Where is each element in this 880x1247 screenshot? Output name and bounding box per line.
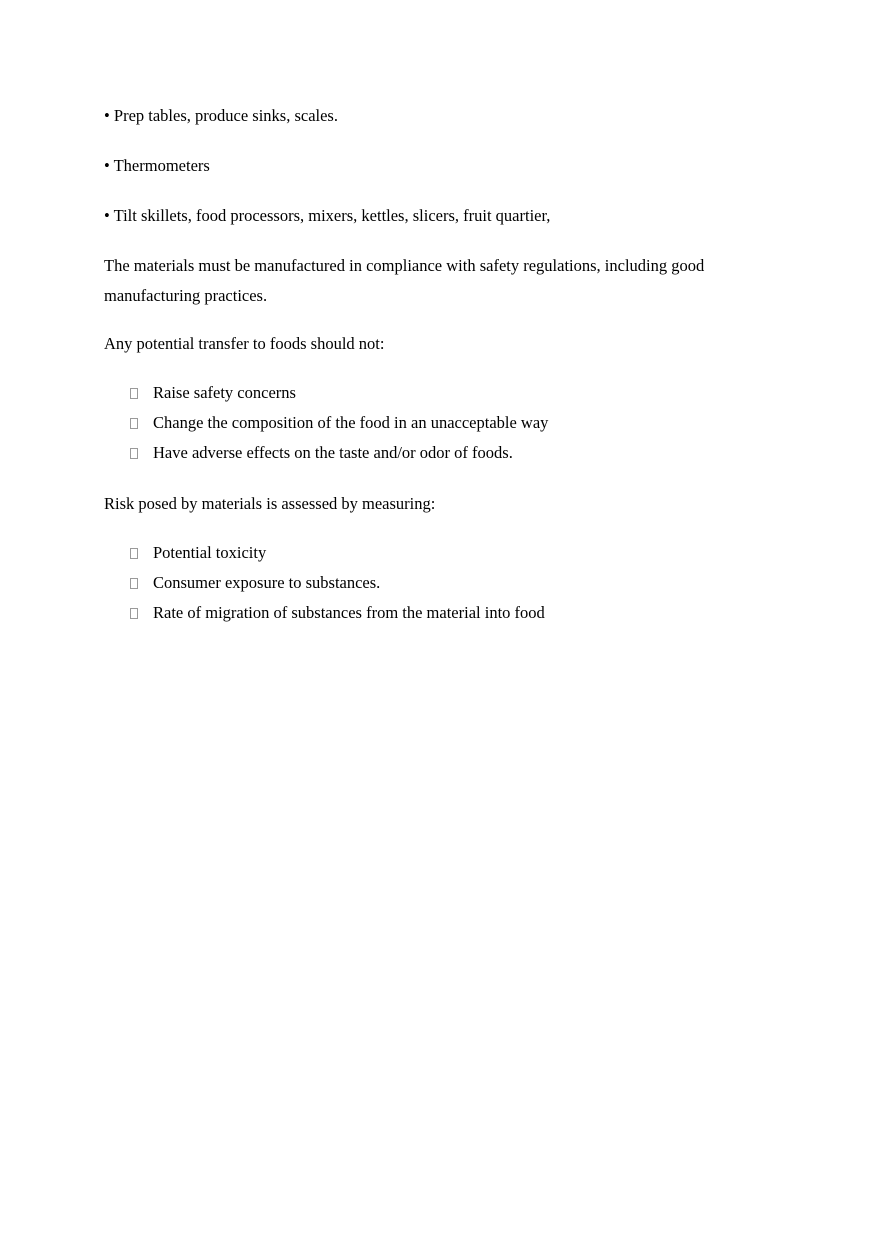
list-item <box>130 438 548 468</box>
bullet-item: • Thermometers <box>104 156 210 175</box>
transfer-list <box>130 378 548 468</box>
empty-box-icon <box>130 448 138 459</box>
list-item <box>130 568 545 598</box>
list-item-text: Have adverse effects on the taste and/or odor of foods. <box>153 443 513 462</box>
empty-box-icon <box>130 548 138 559</box>
list-item-text: Change the composition of the food in an unacceptable way <box>153 413 549 432</box>
list-item <box>130 538 545 568</box>
empty-box-icon <box>130 388 138 399</box>
risk-list <box>130 538 545 628</box>
list-item <box>130 378 548 408</box>
list-item-text: Rate of migration of substances from the material into food <box>153 603 545 622</box>
bullet-item: • Tilt skillets, food processors, mixers, kettles, slicers, fruit quartier, <box>104 206 551 225</box>
list-item-text: Raise safety concerns <box>153 383 296 402</box>
empty-box-icon <box>130 578 138 589</box>
risk-intro: Risk posed by materials is assessed by measuring: <box>104 494 436 513</box>
list-item <box>130 598 545 628</box>
list-item <box>130 408 548 438</box>
bullet-item: • Prep tables, produce sinks, scales. <box>104 106 338 125</box>
transfer-intro: Any potential transfer to foods should not: <box>104 334 385 353</box>
empty-box-icon <box>130 608 138 619</box>
list-item-text: Potential toxicity <box>153 543 267 562</box>
manufacturing-paragraph: The materials must be manufactured in compliance with safety regulations, including good manufacturing practices. <box>104 256 705 305</box>
list-item-text: Consumer exposure to substances. <box>153 573 381 592</box>
empty-box-icon <box>130 418 138 429</box>
